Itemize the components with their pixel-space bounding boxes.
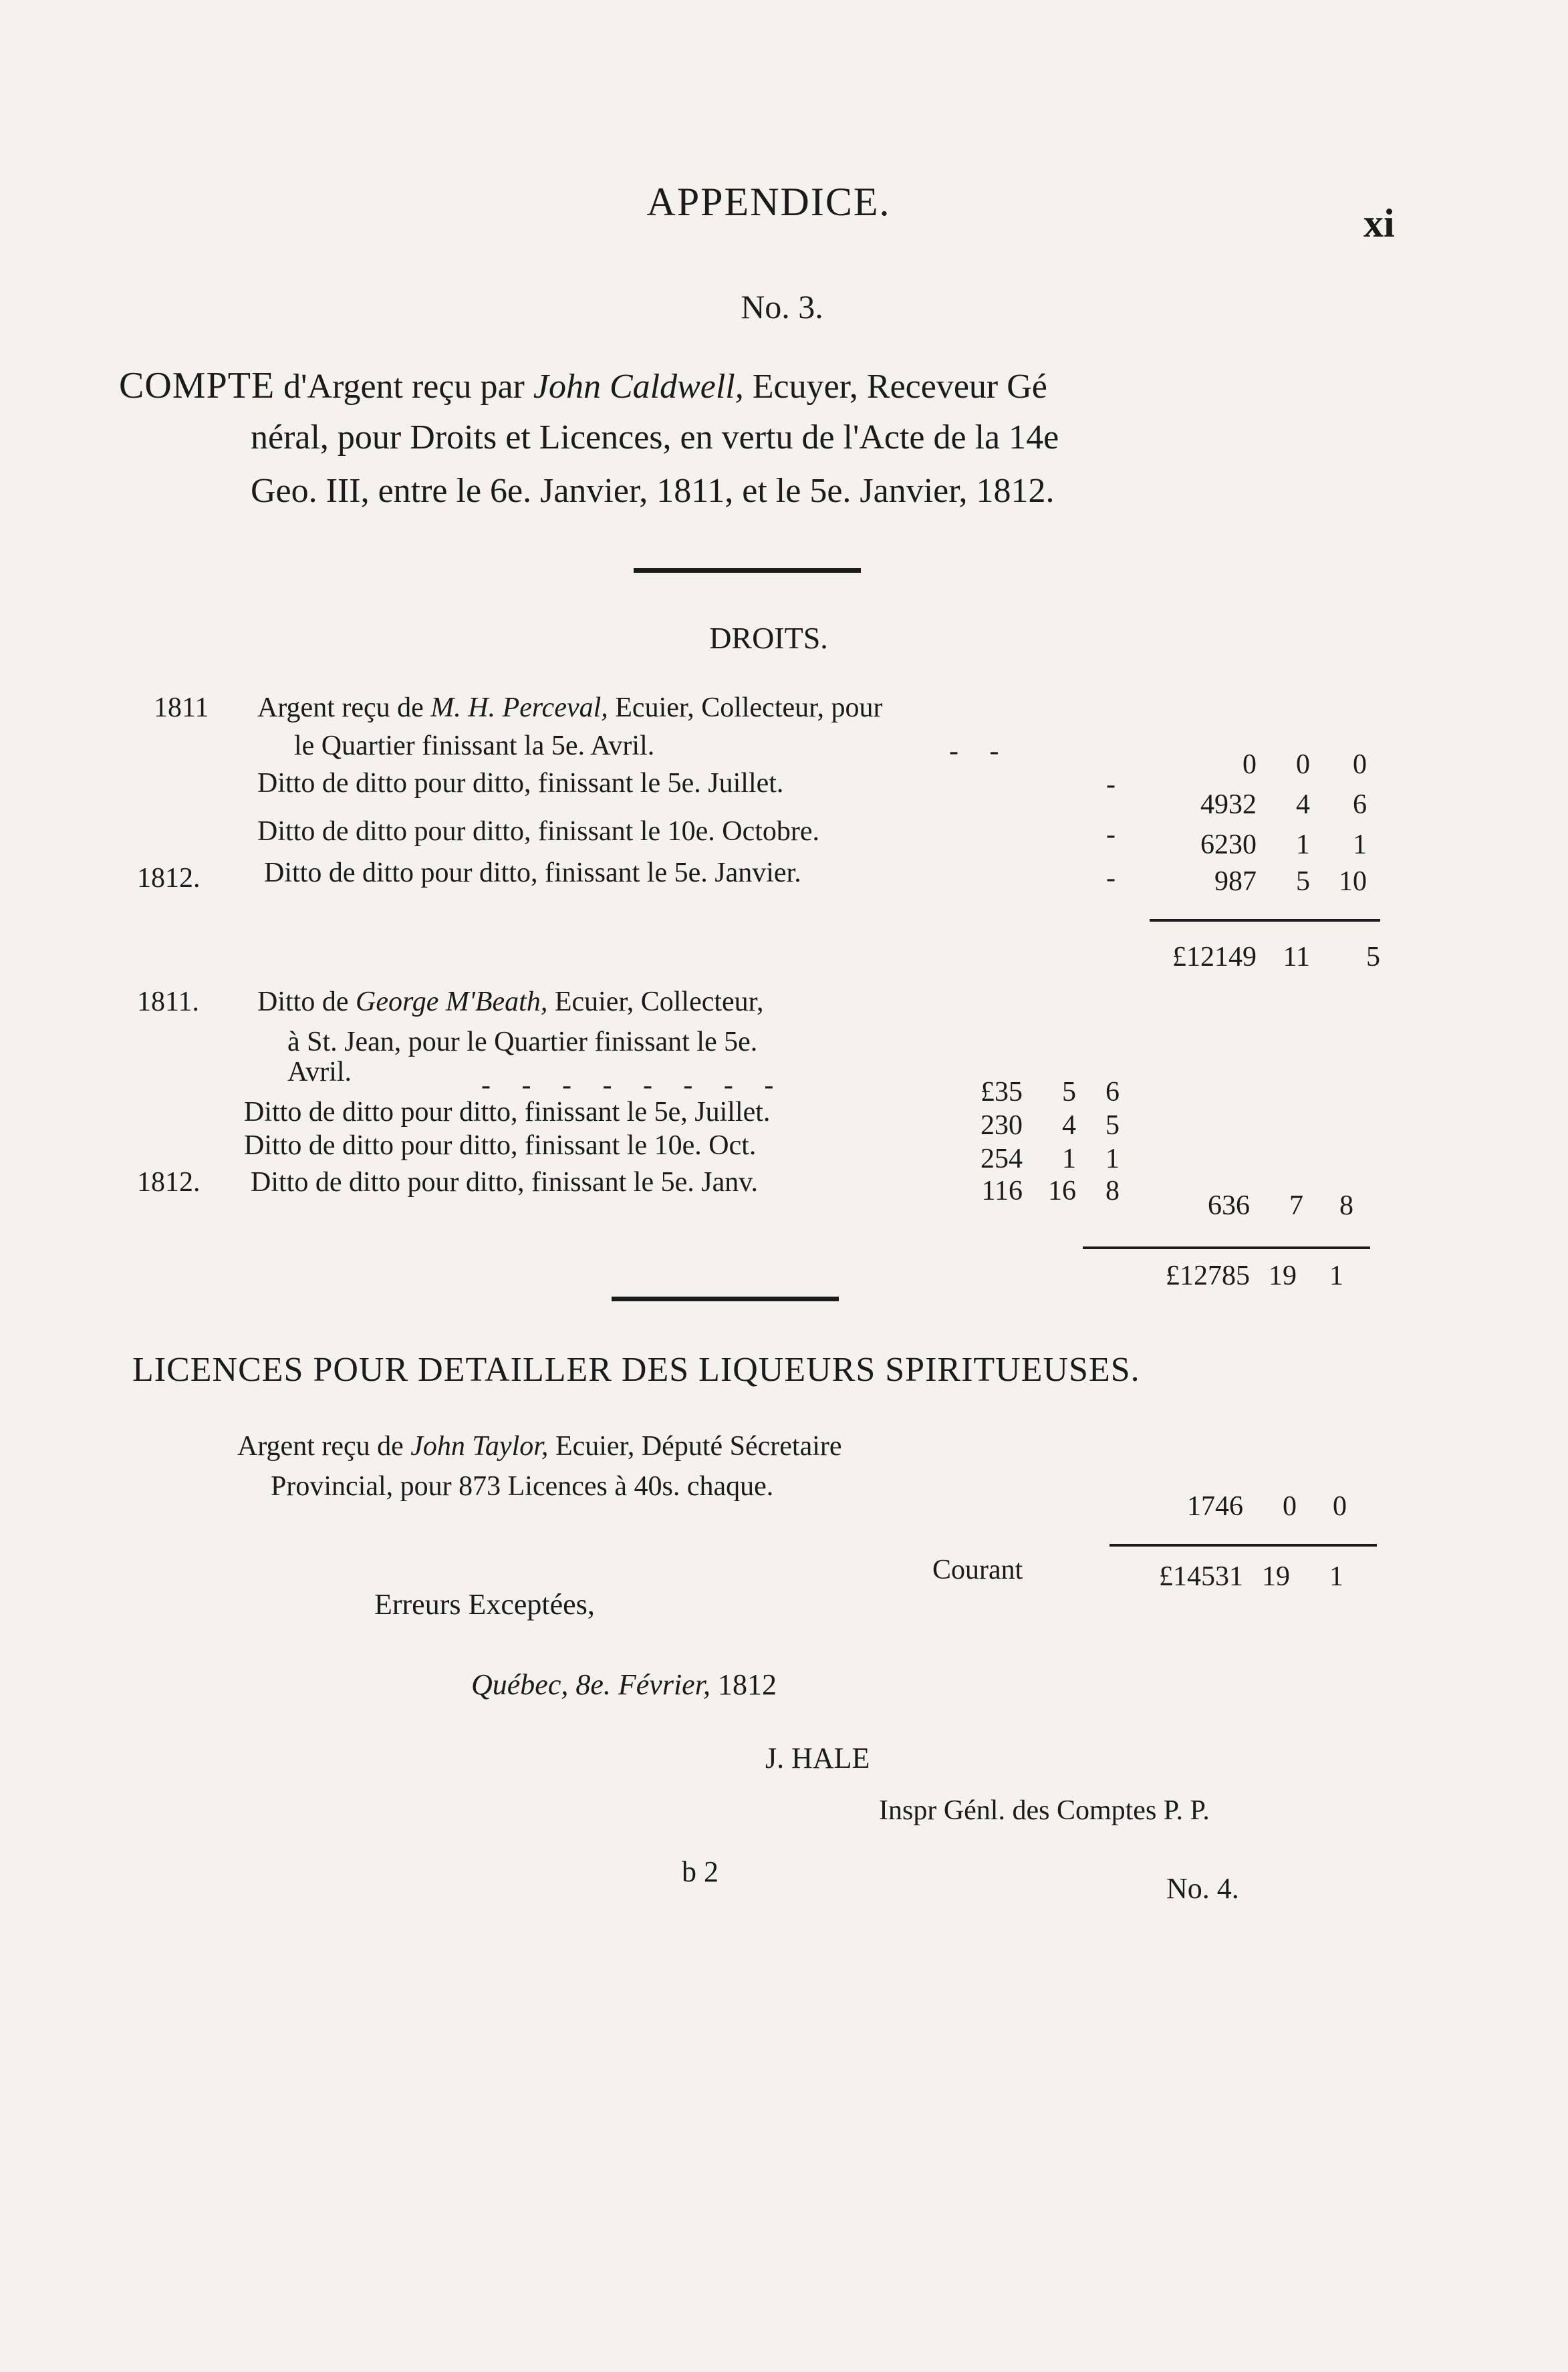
licences-shillings: 0 [1283,1491,1297,1522]
perceval-first-shillings: 0 [1296,749,1310,780]
grand-total-pounds: £12785 [1166,1261,1250,1291]
licences-pounds: 1746 [1187,1491,1243,1522]
leader-dot: - [1106,769,1116,800]
mcbeath-first-shillings: 5 [1062,1077,1076,1107]
signature-title: Inspr Génl. des Comptes P. P. [879,1795,1210,1826]
leader-dot: - [1106,819,1116,850]
title-name: John Caldwell, [533,368,744,406]
mcbeath-row-3-pence: 8 [1105,1176,1120,1206]
licences-text-pre: Argent reçu de [237,1431,411,1462]
mcbeath-row-3-shillings: 16 [1048,1176,1076,1206]
sum-rule [1150,919,1380,922]
perceval-year: 1811 [154,692,209,723]
document-number: No. 3. [741,288,823,325]
page-number: xi [1363,201,1395,245]
mcbeath-subtotal-pence: 8 [1339,1190,1353,1221]
mcbeath-year: 1811. [137,986,199,1017]
title-lead: COMPTE [119,365,275,406]
licences-name: John Taylor, [410,1431,549,1462]
separator-rule [612,1297,839,1301]
mcbeath-first-pounds: £35 [981,1077,1023,1107]
droits-heading: DROITS. [709,621,828,655]
leader-dot: - [1106,863,1116,894]
perceval-total-pence: 5 [1366,942,1380,972]
title-line-3: Geo. III, entre le 6e. Janvier, 1811, et le 5e. Janvier, 1812. [251,472,1055,510]
mcbeath-line-3: Avril. [287,1057,352,1087]
title-line-2: néral, pour Droits et Licences, en vertu de l'Acte de la 14e [251,418,1059,456]
perceval-row-2-text: Ditto de ditto pour ditto, finissant le 10e. Octobre. [257,816,820,847]
total-shillings: 19 [1262,1561,1290,1592]
mcbeath-line-2: à St. Jean, pour le Quartier finissant le 5e. [287,1027,758,1057]
perceval-row-1-shillings: 4 [1296,789,1310,820]
perceval-row-1-pounds: 4932 [1200,789,1257,820]
total-label: Courant [932,1555,1023,1585]
separator-rule [634,568,861,573]
total-pounds: £14531 [1159,1561,1243,1592]
mcbeath-row-2-text: Ditto de ditto pour ditto, finissant le 10e. Oct. [244,1130,757,1161]
place-date [471,1668,777,1702]
signature-name: J. HALE [765,1742,870,1774]
mcbeath-row-1-text: Ditto de ditto pour ditto, finissant le 5e, Juillet. [244,1097,771,1128]
perceval-row-2-pounds: 6230 [1200,829,1257,860]
total-pence: 1 [1329,1561,1343,1592]
mcbeath-name: George M'Beath, [355,986,548,1017]
perceval-row-3-shillings: 5 [1296,866,1310,897]
perceval-first-pounds: 0 [1243,749,1257,780]
mcbeath-text-post: Ecuier, Collecteur, [547,986,764,1017]
sum-rule [1109,1544,1377,1547]
perceval-first-pence: 0 [1353,749,1367,780]
perceval-row-1-text: Ditto de ditto pour ditto, finissant le 5e. Juillet. [257,768,784,799]
licences-text-post: Ecuier, Député Sécretaire [548,1431,842,1462]
grand-total-pence: 1 [1329,1261,1343,1291]
mcbeath-subtotal-pounds: 636 [1208,1190,1250,1221]
licences-line-2: Provincial, pour 873 Licences à 40s. chaque. [271,1471,774,1502]
mcbeath-line-1 [257,986,764,1018]
perceval-row-2-pence: 1 [1353,829,1367,860]
mcbeath-first-pence: 6 [1105,1077,1120,1107]
mcbeath-row-1-shillings: 4 [1062,1110,1076,1141]
perceval-row-3-pence: 10 [1339,866,1367,897]
title-text-1: d'Argent reçu par [275,368,533,406]
perceval-row-3-text: Ditto de ditto pour ditto, finissant le 5e. Janvier. [264,858,801,888]
signature-mark: b 2 [682,1855,718,1888]
mcbeath-row-2-pounds: 254 [981,1144,1023,1174]
perceval-text-post: Ecuier, Collecteur, pour [608,692,883,723]
perceval-row-2-shillings: 1 [1296,829,1310,860]
mcbeath-row-2-pence: 1 [1105,1144,1120,1174]
mcbeath-subtotal-shillings: 7 [1289,1190,1303,1221]
perceval-total-shillings: 11 [1283,942,1310,972]
licences-line-1 [237,1430,842,1462]
grand-total-shillings: 19 [1269,1261,1297,1291]
page-header-title: APPENDICE. [646,180,891,224]
perceval-name: M. H. Perceval, [430,692,608,723]
place-date-year: 1812 [717,1668,777,1701]
perceval-row-3-pounds: 987 [1214,866,1257,897]
perceval-row-1-pence: 6 [1353,789,1367,820]
sum-rule [1083,1246,1370,1249]
licences-pence: 0 [1333,1491,1347,1522]
perceval-row-3-year: 1812. [137,863,201,894]
mcbeath-text-pre: Ditto de [257,986,356,1017]
leader-dots: - - - - - - - - [481,1070,786,1101]
mcbeath-row-3-pounds: 116 [981,1176,1023,1206]
licences-heading: LICENCES POUR DETAILLER DES LIQUEURS SPIRITUEUSES. [132,1351,1140,1389]
mcbeath-row-1-pounds: 230 [981,1110,1023,1141]
mcbeath-row-3-text: Ditto de ditto pour ditto, finissant le 5e. Janv. [251,1167,759,1198]
place-date-text: Québec, 8e. Février, [471,1668,710,1701]
errors-excepted: Erreurs Exceptées, [374,1588,595,1621]
title-line-1 [119,364,1047,407]
mcbeath-row-3-year: 1812. [137,1167,201,1198]
title-text-1-end: Ecuyer, Receveur Gé [743,368,1047,406]
perceval-text-pre: Argent reçu de [257,692,431,723]
next-document: No. 4. [1166,1872,1239,1905]
perceval-line-1 [257,692,882,724]
leader-dots: - - [949,736,1011,767]
perceval-line-2: le Quartier finissant la 5e. Avril. [294,731,655,761]
perceval-total-pounds: £12149 [1172,942,1257,972]
mcbeath-row-2-shillings: 1 [1062,1144,1076,1174]
mcbeath-row-1-pence: 5 [1105,1110,1120,1141]
